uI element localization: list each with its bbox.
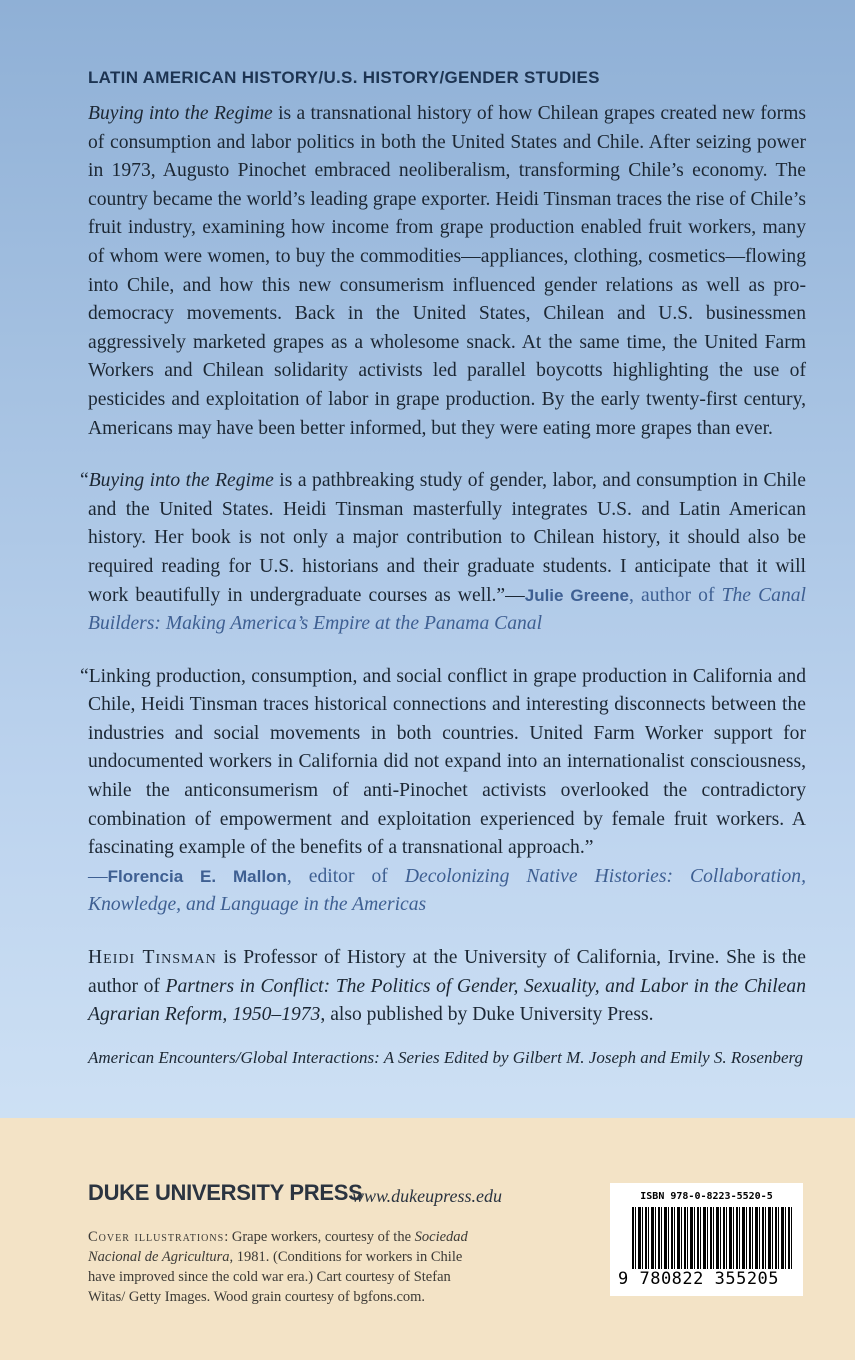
bio-text-2: , also published by Duke University Press.	[320, 1004, 654, 1026]
credits-text-2: , 1981. (Conditions for workers in Chile have improved since the cold war era.) Cart courtesy of Stefan Witas/ Getty Images. Wood grain courtesy of bgfons.com.	[88, 1249, 463, 1305]
barcode-digits: 9 780822 355205	[618, 1269, 798, 1289]
quote1-text: is a pathbreaking study of gender, labor, and consumption in Chile and the United States. Heidi Tinsman masterfully integrates U.S. and Latin American history. Her book is not only a major contribution to Chilean history, it should also be required reading for U.S. historians and their graduate students. I anticipate that it will work beautifully in undergraduate courses as well.”—	[88, 470, 806, 606]
publisher-website: www.dukeupress.edu	[352, 1186, 502, 1206]
credits-label: Cover illustrations	[88, 1229, 225, 1245]
barcode	[610, 1183, 803, 1296]
quote2-dash: —	[88, 865, 108, 887]
back-cover-text	[80, 68, 806, 1068]
quote1-author: Julie Greene	[524, 585, 629, 605]
bio-author-name: Heidi Tinsman	[88, 947, 217, 969]
series-line: American Encounters/Global Interactions: A Series Edited by Gilbert M. Joseph and Emily S. Rosenberg	[88, 1047, 803, 1067]
quote-open: “	[80, 470, 89, 492]
quote2-role: , editor of	[286, 865, 405, 887]
author-bio	[88, 944, 806, 1030]
blurb-book-title: Buying into the Regime	[88, 103, 273, 124]
quote2-author: Florencia E. Mallon	[107, 866, 287, 886]
barcode-bars	[632, 1207, 792, 1277]
quote1-book-title: Buying into the Regime	[88, 470, 274, 492]
blurb-text: is a transnational history of how Chilean grapes created new forms of consumption and labor politics in both the United States and Chile. After seizing power in 1973, Augusto Pinochet embraced neoliberalism, transforming Chile’s economy. The country became the world’s leading grape exporter. Heidi Tinsman traces the rise of Chile’s fruit industry, examining how income from grape production enabled fruit workers, many of whom were women, to buy the commodities—appliances, clothing, cosmetics—flowing into Chile, and how this new consumerism influenced gender relations as well as pro-democracy movements. Back in the United States, Chilean and U.S. businessmen aggressively marketed grapes as a wholesome snack. At the same time, the United Farm Workers and Chilean solidarity activists led parallel boycotts highlighting the use of pesticides and exploitation of labor in grape production. By the early twenty-first century, Americans may have been better informed, but they were eating more grapes than ever.	[88, 103, 806, 439]
isbn-label: ISBN 978-0-8223-5520-5	[640, 1191, 773, 1202]
book-blurb	[88, 100, 806, 443]
bio-text-1: is Professor of History at the University of California, Irvine. She is the author of	[88, 947, 806, 997]
credits-org: Sociedad Nacional de Agricultura	[88, 1229, 468, 1265]
endorsement-mallon	[80, 663, 806, 920]
publisher-name: DUKE UNIVERSITY PRESS	[88, 1180, 363, 1205]
bio-book-title: Partners in Conflict: The Politics of Gender, Sexuality, and Labor in the Chilean Agrarian Reform, 1950–1973	[88, 975, 806, 1026]
quote2-work: Decolonizing Native Histories: Collaboration, Knowledge, and Language in the Americas	[88, 865, 806, 916]
quote1-work: The Canal Builders: Making America’s Empire at the Panama Canal	[88, 584, 806, 635]
category-heading: LATIN AMERICAN HISTORY/U.S. HISTORY/GENDER STUDIES	[88, 68, 600, 87]
endorsement-greene	[80, 467, 806, 639]
quote1-role: , author of	[629, 584, 722, 606]
cover-credits	[88, 1227, 488, 1307]
quote2-text: “Linking production, consumption, and social conflict in grape production in California and Chile, Heidi Tinsman traces historical connections and interesting disconnects between the industries and social movements in both countries. United Farm Worker support for undocumented workers in California did not expand into an internationalist consciousness, while the anticonsumerism of anti-Pinochet activists overlooked the contradictory combination of empowerment and exploitation experienced by female fruit workers. A fascinating example of the benefits of a transnational approach.”	[80, 665, 806, 859]
credits-text-1: : Grape workers, courtesy of the	[224, 1229, 415, 1245]
